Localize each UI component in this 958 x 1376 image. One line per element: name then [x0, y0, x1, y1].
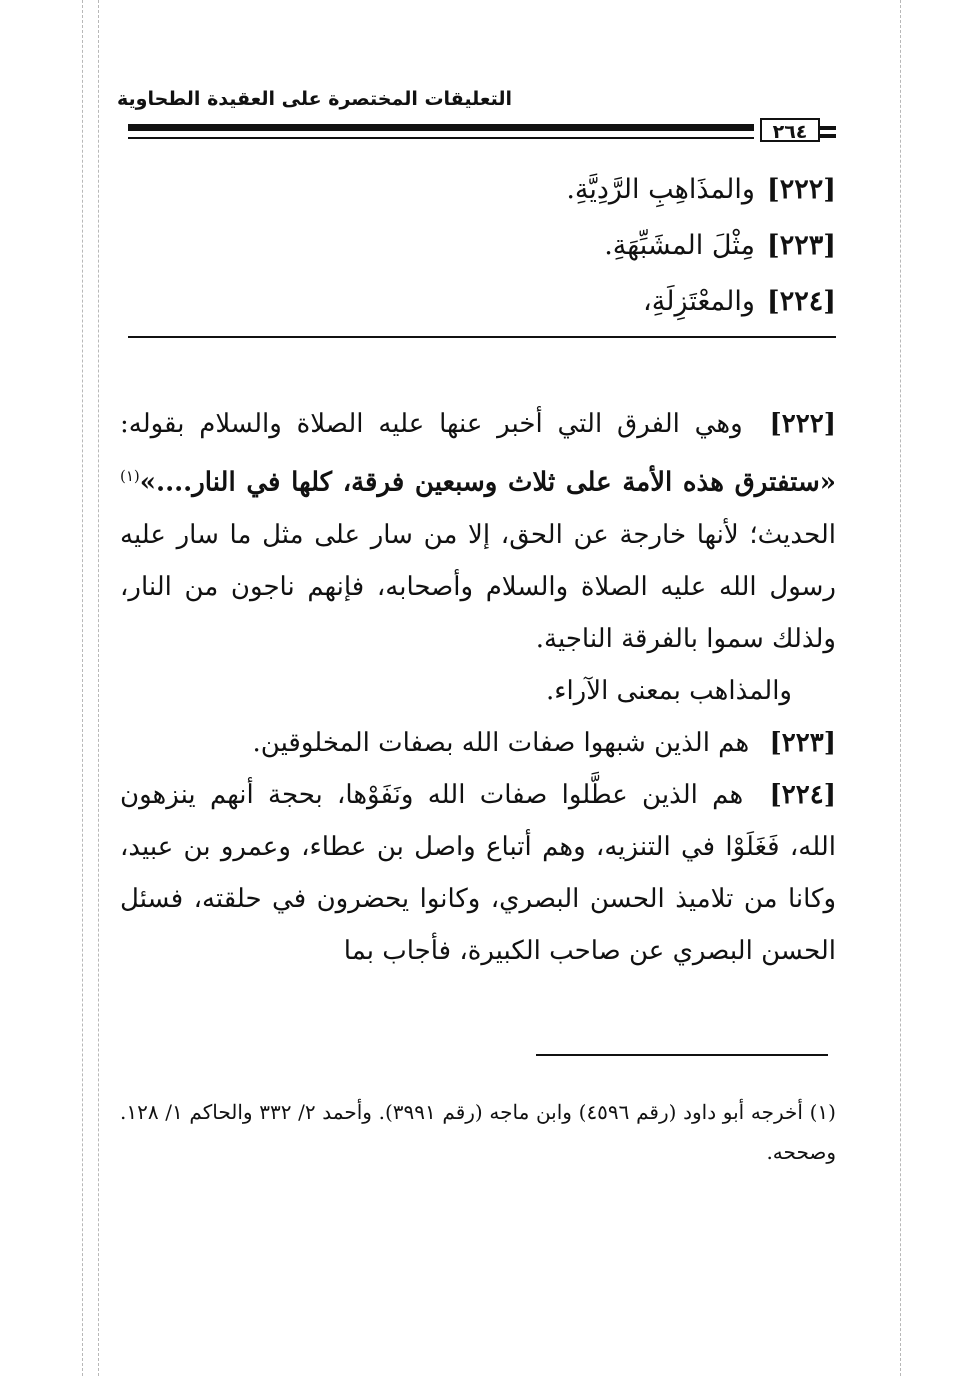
matn-line	[336, 274, 836, 330]
footnote-reference[interactable]: (١)	[120, 467, 140, 485]
footnote-text: أخرجه أبو داود (رقم ٤٥٩٦) وابن ماجه (رقم ٣٩٩١). وأحمد ٢/ ٣٣٢ والحاكم ١/ ١٢٨. وصححه.	[120, 1100, 836, 1164]
header-rule-end	[820, 126, 836, 130]
scan-margin-line	[82, 0, 83, 1376]
commentary-paragraph	[120, 717, 836, 769]
commentary-paragraph	[120, 398, 836, 665]
footnote-marker: (١)	[809, 1100, 836, 1124]
matn-number: [٢٢٢]	[766, 174, 836, 205]
running-title: التعليقات المختصرة على العقيدة الطحاوية	[117, 88, 512, 110]
footnote	[120, 1092, 836, 1172]
section-divider	[128, 336, 836, 338]
commentary-number: [٢٢٢]	[769, 409, 837, 439]
commentary-block	[120, 398, 836, 977]
header-rule	[128, 124, 754, 131]
footnotes-block	[120, 1092, 836, 1172]
commentary-paragraph: والمذاهب بمعنى الآراء.	[545, 675, 792, 706]
scan-margin-line	[900, 0, 901, 1376]
commentary-text: وهي الفرق التي أخبر عنها عليه الصلاة والسلام بقوله:	[120, 409, 743, 439]
page-number: ٢٦٤	[760, 118, 820, 142]
commentary-text: هم الذين شبهوا صفات الله بصفات المخلوقين.	[252, 727, 750, 758]
matn-block	[336, 162, 836, 330]
footnote-separator	[536, 1054, 828, 1056]
commentary-text: الحديث؛ لأنها خارجة عن الحق، إلا من سار على مثل ما سار عليه رسول الله عليه الصلاة والسلام وأصحابه، فإنهم ناجون من النار، ولذلك سموا بالفرقة الناجية.	[120, 519, 836, 654]
matn-number: [٢٢٣]	[766, 230, 836, 261]
matn-text: والمعْتَزِلَةِ،	[643, 286, 755, 317]
scan-margin-line	[98, 0, 99, 1376]
matn-line	[336, 218, 836, 274]
commentary-number: [٢٢٤]	[769, 779, 836, 810]
matn-text: والمذَاهِبِ الرَّدِيَّةِ.	[566, 174, 755, 205]
commentary-paragraph	[120, 769, 836, 977]
header-rule-end	[820, 134, 836, 138]
matn-number: [٢٢٤]	[766, 286, 836, 317]
hadith-quote: «ستفترق هذه الأمة على ثلاث وسبعين فرقة، كلها في النار....»	[139, 467, 836, 498]
commentary-text: هم الذين عطَّلوا صفات الله ونَفَوْها، بحجة أنهم ينزهون الله، فَغَلَوْا في التنزيه، وهم أتباع واصل بن عطاء، وعمرو بن عبيد، وكانا من تلاميذ الحسن البصري، وكانوا يحضرون في حلقته، فسئل الحسن البصري عن صاحب الكبيرة، فأجاب بما	[120, 779, 836, 966]
header-rule-thin	[128, 137, 754, 139]
matn-text: مِثْلَ المشَبِّهَةِ.	[604, 230, 755, 261]
commentary-number: [٢٢٣]	[769, 727, 836, 758]
matn-line	[336, 162, 836, 218]
